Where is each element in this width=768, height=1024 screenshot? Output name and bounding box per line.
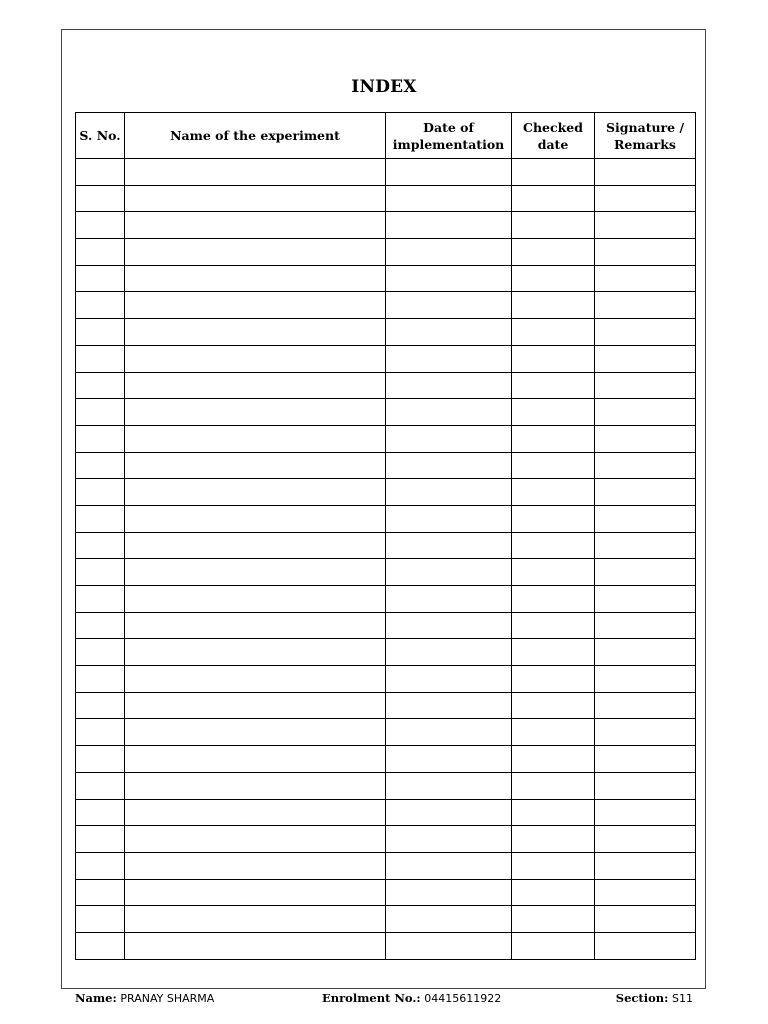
signature-cell <box>595 612 696 639</box>
implementation-date-cell <box>386 826 512 853</box>
table-row <box>76 906 696 933</box>
implementation-date-cell <box>386 932 512 959</box>
checked-date-cell <box>512 586 595 613</box>
checked-date-cell <box>512 265 595 292</box>
serial-cell <box>76 586 125 613</box>
serial-cell <box>76 239 125 266</box>
table-row <box>76 639 696 666</box>
serial-cell <box>76 906 125 933</box>
signature-cell <box>595 239 696 266</box>
table-row <box>76 532 696 559</box>
checked-date-cell <box>512 852 595 879</box>
implementation-date-cell <box>386 505 512 532</box>
signature-cell <box>595 185 696 212</box>
signature-cell <box>595 799 696 826</box>
experiment-cell <box>125 532 386 559</box>
signature-cell <box>595 399 696 426</box>
header-experiment-name: Name of the experiment <box>125 113 386 159</box>
experiment-cell <box>125 292 386 319</box>
signature-cell <box>595 425 696 452</box>
table-header-row <box>76 113 696 159</box>
serial-cell <box>76 612 125 639</box>
signature-cell <box>595 452 696 479</box>
serial-cell <box>76 666 125 693</box>
table-row <box>76 719 696 746</box>
table-row <box>76 159 696 186</box>
experiment-cell <box>125 425 386 452</box>
signature-cell <box>595 586 696 613</box>
experiment-cell <box>125 612 386 639</box>
experiment-cell <box>125 692 386 719</box>
serial-cell <box>76 159 125 186</box>
table-row <box>76 372 696 399</box>
name-value: PRANAY SHARMA <box>120 992 215 1005</box>
checked-date-cell <box>512 612 595 639</box>
table-row <box>76 612 696 639</box>
experiment-cell <box>125 452 386 479</box>
signature-cell <box>595 559 696 586</box>
checked-date-cell <box>512 479 595 506</box>
experiment-cell <box>125 319 386 346</box>
experiment-cell <box>125 772 386 799</box>
checked-date-cell <box>512 532 595 559</box>
experiment-cell <box>125 505 386 532</box>
signature-cell <box>595 906 696 933</box>
implementation-date-cell <box>386 319 512 346</box>
signature-cell <box>595 932 696 959</box>
header-date-of-implementation: Date of implementation <box>386 113 512 159</box>
table-body <box>76 159 696 960</box>
table-row <box>76 505 696 532</box>
serial-cell <box>76 452 125 479</box>
implementation-date-cell <box>386 639 512 666</box>
implementation-date-cell <box>386 239 512 266</box>
signature-cell <box>595 505 696 532</box>
experiment-cell <box>125 559 386 586</box>
experiment-cell <box>125 239 386 266</box>
header-serial-no: S. No. <box>76 113 125 159</box>
table-row <box>76 586 696 613</box>
implementation-date-cell <box>386 852 512 879</box>
checked-date-cell <box>512 452 595 479</box>
serial-cell <box>76 826 125 853</box>
experiment-cell <box>125 932 386 959</box>
checked-date-cell <box>512 185 595 212</box>
header-signature-remarks: Signature / Remarks <box>595 113 696 159</box>
experiment-cell <box>125 212 386 239</box>
experiment-cell <box>125 639 386 666</box>
implementation-date-cell <box>386 799 512 826</box>
table-row <box>76 852 696 879</box>
section-value: S11 <box>672 992 693 1005</box>
serial-cell <box>76 319 125 346</box>
footer-section <box>616 991 693 1005</box>
signature-cell <box>595 345 696 372</box>
signature-cell <box>595 212 696 239</box>
signature-cell <box>595 692 696 719</box>
serial-cell <box>76 185 125 212</box>
experiment-cell <box>125 799 386 826</box>
checked-date-cell <box>512 692 595 719</box>
table-row <box>76 239 696 266</box>
serial-cell <box>76 746 125 773</box>
serial-cell <box>76 799 125 826</box>
experiment-cell <box>125 265 386 292</box>
checked-date-cell <box>512 666 595 693</box>
section-label: Section: <box>615 991 669 1005</box>
footer-enrolment <box>322 991 501 1005</box>
table-row <box>76 425 696 452</box>
serial-cell <box>76 852 125 879</box>
implementation-date-cell <box>386 746 512 773</box>
implementation-date-cell <box>386 399 512 426</box>
implementation-date-cell <box>386 559 512 586</box>
implementation-date-cell <box>386 586 512 613</box>
implementation-date-cell <box>386 906 512 933</box>
implementation-date-cell <box>386 292 512 319</box>
signature-cell <box>595 372 696 399</box>
checked-date-cell <box>512 345 595 372</box>
checked-date-cell <box>512 639 595 666</box>
checked-date-cell <box>512 772 595 799</box>
signature-cell <box>595 479 696 506</box>
implementation-date-cell <box>386 532 512 559</box>
implementation-date-cell <box>386 372 512 399</box>
serial-cell <box>76 692 125 719</box>
experiment-cell <box>125 479 386 506</box>
signature-cell <box>595 265 696 292</box>
checked-date-cell <box>512 292 595 319</box>
implementation-date-cell <box>386 212 512 239</box>
serial-cell <box>76 425 125 452</box>
signature-cell <box>595 719 696 746</box>
signature-cell <box>595 826 696 853</box>
experiment-cell <box>125 746 386 773</box>
implementation-date-cell <box>386 879 512 906</box>
signature-cell <box>595 159 696 186</box>
checked-date-cell <box>512 932 595 959</box>
table-row <box>76 292 696 319</box>
checked-date-cell <box>512 399 595 426</box>
implementation-date-cell <box>386 612 512 639</box>
signature-cell <box>595 639 696 666</box>
table-row <box>76 666 696 693</box>
implementation-date-cell <box>386 425 512 452</box>
implementation-date-cell <box>386 185 512 212</box>
table-row <box>76 345 696 372</box>
implementation-date-cell <box>386 772 512 799</box>
serial-cell <box>76 719 125 746</box>
table-row <box>76 265 696 292</box>
name-label: Name: <box>75 991 117 1005</box>
experiment-cell <box>125 666 386 693</box>
serial-cell <box>76 212 125 239</box>
checked-date-cell <box>512 559 595 586</box>
table-row <box>76 399 696 426</box>
checked-date-cell <box>512 505 595 532</box>
table-row <box>76 772 696 799</box>
signature-cell <box>595 666 696 693</box>
table-row <box>76 212 696 239</box>
enrolment-value: 04415611922 <box>424 992 502 1005</box>
experiment-cell <box>125 185 386 212</box>
experiment-cell <box>125 719 386 746</box>
signature-cell <box>595 772 696 799</box>
experiment-cell <box>125 852 386 879</box>
serial-cell <box>76 292 125 319</box>
implementation-date-cell <box>386 452 512 479</box>
serial-cell <box>76 879 125 906</box>
experiment-cell <box>125 826 386 853</box>
table-row <box>76 692 696 719</box>
implementation-date-cell <box>386 666 512 693</box>
signature-cell <box>595 746 696 773</box>
experiment-cell <box>125 906 386 933</box>
table-row <box>76 559 696 586</box>
implementation-date-cell <box>386 692 512 719</box>
table-row <box>76 185 696 212</box>
checked-date-cell <box>512 799 595 826</box>
index-table <box>75 112 696 960</box>
header-checked-date: Checked date <box>512 113 595 159</box>
experiment-cell <box>125 372 386 399</box>
serial-cell <box>76 772 125 799</box>
implementation-date-cell <box>386 345 512 372</box>
checked-date-cell <box>512 746 595 773</box>
checked-date-cell <box>512 906 595 933</box>
checked-date-cell <box>512 159 595 186</box>
serial-cell <box>76 372 125 399</box>
checked-date-cell <box>512 719 595 746</box>
signature-cell <box>595 532 696 559</box>
table-row <box>76 452 696 479</box>
table-row <box>76 932 696 959</box>
enrolment-label: Enrolment No.: <box>322 991 421 1005</box>
table-row <box>76 746 696 773</box>
checked-date-cell <box>512 319 595 346</box>
serial-cell <box>76 532 125 559</box>
table-row <box>76 826 696 853</box>
signature-cell <box>595 852 696 879</box>
table-row <box>76 799 696 826</box>
serial-cell <box>76 479 125 506</box>
serial-cell <box>76 932 125 959</box>
experiment-cell <box>125 879 386 906</box>
signature-cell <box>595 319 696 346</box>
checked-date-cell <box>512 879 595 906</box>
checked-date-cell <box>512 239 595 266</box>
serial-cell <box>76 505 125 532</box>
experiment-cell <box>125 399 386 426</box>
checked-date-cell <box>512 212 595 239</box>
page-title: INDEX <box>351 77 417 97</box>
table-row <box>76 879 696 906</box>
checked-date-cell <box>512 425 595 452</box>
checked-date-cell <box>512 372 595 399</box>
experiment-cell <box>125 586 386 613</box>
serial-cell <box>76 559 125 586</box>
experiment-cell <box>125 345 386 372</box>
serial-cell <box>76 345 125 372</box>
experiment-cell <box>125 159 386 186</box>
checked-date-cell <box>512 826 595 853</box>
signature-cell <box>595 292 696 319</box>
serial-cell <box>76 399 125 426</box>
implementation-date-cell <box>386 719 512 746</box>
table-row <box>76 479 696 506</box>
implementation-date-cell <box>386 479 512 506</box>
implementation-date-cell <box>386 159 512 186</box>
serial-cell <box>76 265 125 292</box>
footer-name <box>75 991 214 1005</box>
implementation-date-cell <box>386 265 512 292</box>
signature-cell <box>595 879 696 906</box>
serial-cell <box>76 639 125 666</box>
table-row <box>76 319 696 346</box>
